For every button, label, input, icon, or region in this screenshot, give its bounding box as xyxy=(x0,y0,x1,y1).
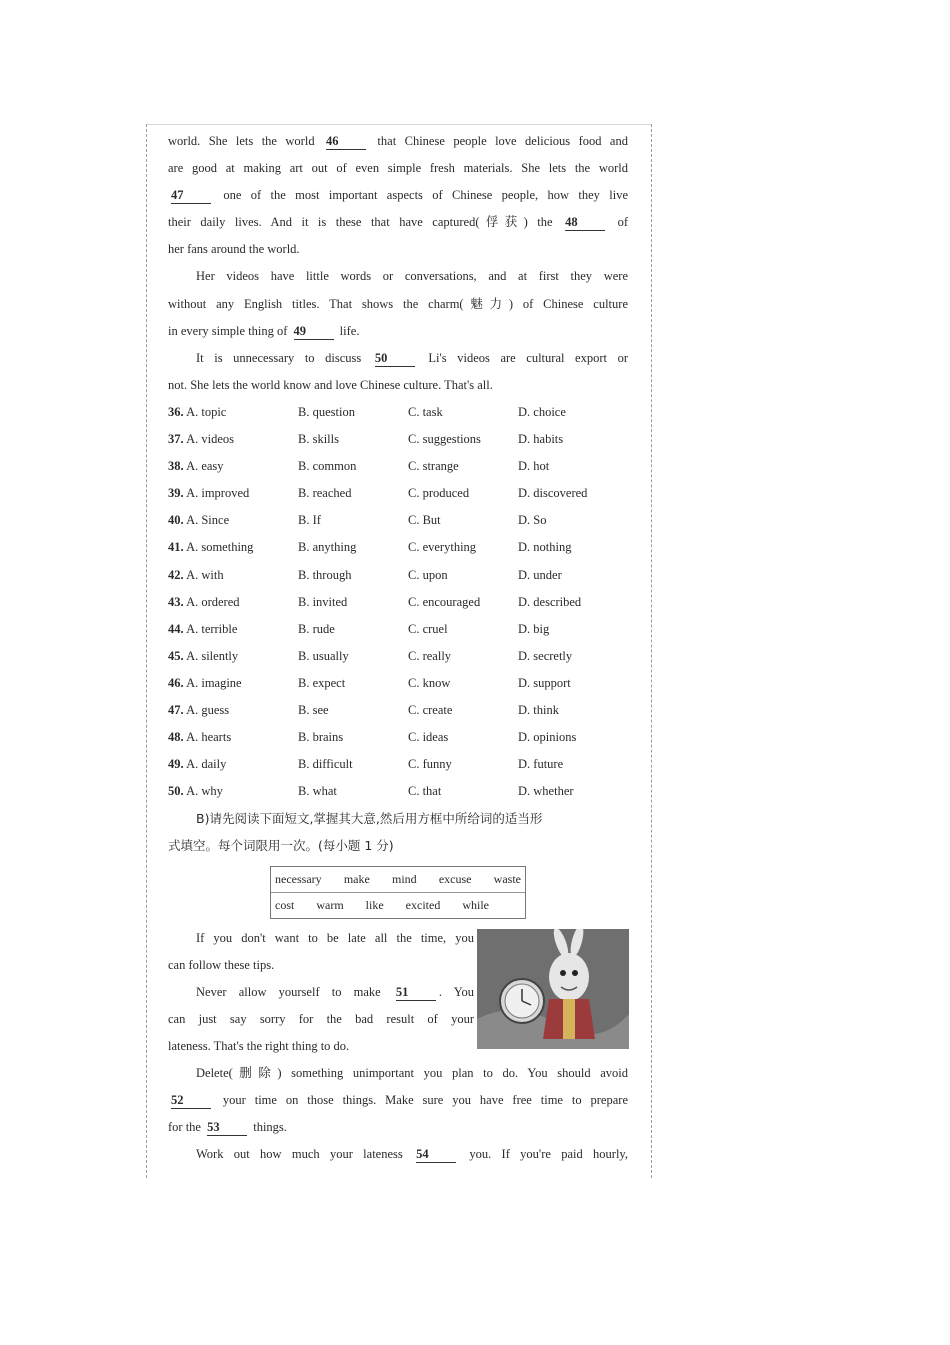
blank-52: 52 xyxy=(171,1092,211,1109)
word-box-row xyxy=(271,892,525,918)
passage-line: 52 your time on those things. Make sure you have free time to prepare xyxy=(171,1093,628,1108)
option-row: 50. A. why B. what C. that D. whether xyxy=(168,784,574,799)
passage-line: their daily lives. And it is these that have captured(俘获) the 48 of xyxy=(168,215,628,230)
passage-line: If you don't want to be late all the time, you xyxy=(196,930,474,945)
option-row: 43. A. ordered B. invited C. encouraged D. described xyxy=(168,594,582,609)
passage-line: are good at making art out of even simple fresh materials. She lets the world xyxy=(168,161,628,176)
passage-line: Delete(删除) something unimportant you plan to do. You should avoid xyxy=(196,1066,628,1080)
passage-line: in every simple thing of 49 life. xyxy=(168,323,360,338)
word-box-word: make xyxy=(343,871,370,886)
option-row: 42. A. with B. through C. upon D. under xyxy=(168,567,562,582)
word-box-word: waste xyxy=(493,871,521,886)
passage-line: for the 53 things. xyxy=(168,1120,287,1135)
blank-51: 51 xyxy=(396,984,436,1001)
word-box-row xyxy=(271,867,525,892)
option-row: 39. A. improved B. reached C. produced D. discovered xyxy=(168,486,588,501)
passage-b-wrapped xyxy=(168,925,474,1060)
passage-line: Work out how much your lateness 54 you. If you're paid hourly, xyxy=(196,1147,628,1162)
passage-line: Never allow yourself to make 51 . You xyxy=(196,984,475,999)
passage-line: Her videos have little words or conversations, and at first they were xyxy=(196,269,628,284)
option-row: 38. A. easy B. common C. strange D. hot xyxy=(168,459,550,474)
white-rabbit-illustration xyxy=(477,929,629,1049)
section-b-instruction: B)请先阅读下面短文,掌握其大意,然后用方框中所给词的适当形 xyxy=(196,811,543,827)
passage-line: her fans around the world. xyxy=(168,242,300,257)
word-box-word: mind xyxy=(391,871,417,886)
page-content xyxy=(168,128,628,1168)
passage-a xyxy=(168,128,628,399)
option-row: 36. A. topic B. question C. task D. choice xyxy=(168,404,566,419)
option-row: 47. A. guess B. see C. create D. think xyxy=(168,702,559,717)
word-box-word: excuse xyxy=(438,871,472,886)
passage-line: 47 one of the most important aspects of Chinese people, how they live xyxy=(171,188,628,203)
passage-line: world. She lets the world 46 that Chinese people love delicious food and xyxy=(168,134,628,148)
option-row: 49. A. daily B. difficult C. funny D. future xyxy=(168,757,564,772)
word-box-word: cost xyxy=(275,897,295,912)
blank-50: 50 xyxy=(375,350,415,367)
option-row: 41. A. something B. anything C. everything D. nothing xyxy=(168,540,572,555)
exam-page xyxy=(146,124,652,1178)
option-row: 45. A. silently B. usually C. really D. secretly xyxy=(168,648,573,663)
blank-49: 49 xyxy=(294,323,334,340)
blank-53: 53 xyxy=(207,1119,247,1136)
word-box-word: excited xyxy=(405,897,441,912)
passage-line: It is unnecessary to discuss 50 Li's videos are cultural export or xyxy=(196,350,628,365)
options-list xyxy=(168,399,628,805)
passage-line: not. She lets the world know and love Chinese culture. That's all. xyxy=(168,377,493,392)
option-row: 37. A. videos B. skills C. suggestions D. habits xyxy=(168,432,564,447)
blank-46: 46 xyxy=(326,133,366,150)
passage-line: lateness. That's the right thing to do. xyxy=(168,1038,350,1053)
option-row: 40. A. Since B. If C. But D. So xyxy=(168,513,547,528)
option-row: 48. A. hearts B. brains C. ideas D. opinions xyxy=(168,730,577,745)
passage-line: without any English titles. That shows the charm(魅力) of Chinese culture xyxy=(168,296,628,311)
section-b-instruction: 式填空。每个词限用一次。(每小题 1 分) xyxy=(168,838,394,854)
word-box-word: warm xyxy=(316,897,344,912)
blank-48: 48 xyxy=(565,214,605,231)
blank-47: 47 xyxy=(171,187,211,204)
option-row: 44. A. terrible B. rude C. cruel D. big xyxy=(168,621,550,636)
word-box-word: necessary xyxy=(275,871,322,886)
passage-line: can just say sorry for the bad result of your xyxy=(168,1011,474,1026)
word-box xyxy=(270,866,526,919)
option-row: 46. A. imagine B. expect C. know D. support xyxy=(168,675,571,690)
passage-line: can follow these tips. xyxy=(168,957,275,972)
passage-b xyxy=(168,925,628,1060)
word-box-word: while xyxy=(462,897,489,912)
word-box-word: like xyxy=(365,897,384,912)
blank-54: 54 xyxy=(416,1146,456,1163)
